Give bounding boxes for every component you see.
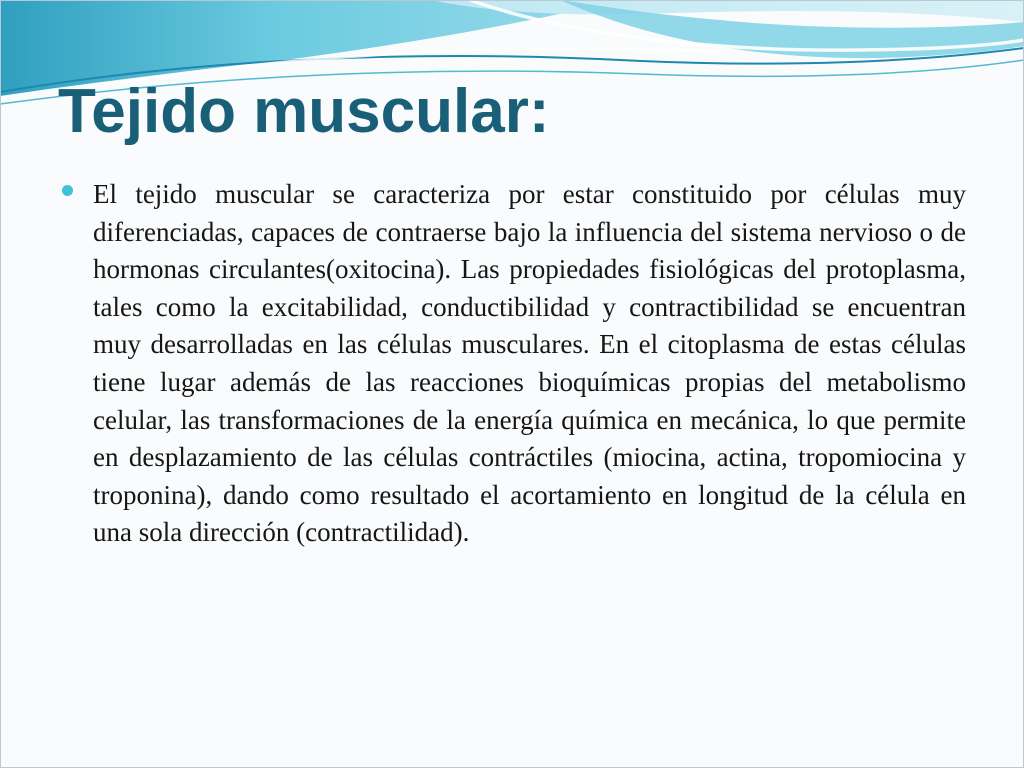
bullet-list [62, 176, 966, 552]
bullet-item [62, 176, 966, 552]
bullet-dot-icon [62, 185, 73, 196]
slide-title: Tejido muscular: [58, 77, 550, 146]
bullet-text: El tejido muscular se caracteriza por estar constituido por células muy diferenciadas, capaces de contraerse bajo la influencia del sistema nervioso o de hormonas circulantes(oxitocina). Las propiedades fisiológicas del protoplasma, tales como la excitabilidad, conductibilidad y contractibilidad se encuentran muy desarrolladas en las células musculares. En el citoplasma de estas células tiene lugar además de las reacciones bioquímicas propias del metabolismo celular, las transformaciones de la energía química en mecánica, lo que permite en desplazamiento de las células contráctiles (miocina, actina, tropomiocina y troponina), dando como resultado el acortamiento en longitud de la célula en una sola dirección (contractilidad). [93, 179, 966, 548]
